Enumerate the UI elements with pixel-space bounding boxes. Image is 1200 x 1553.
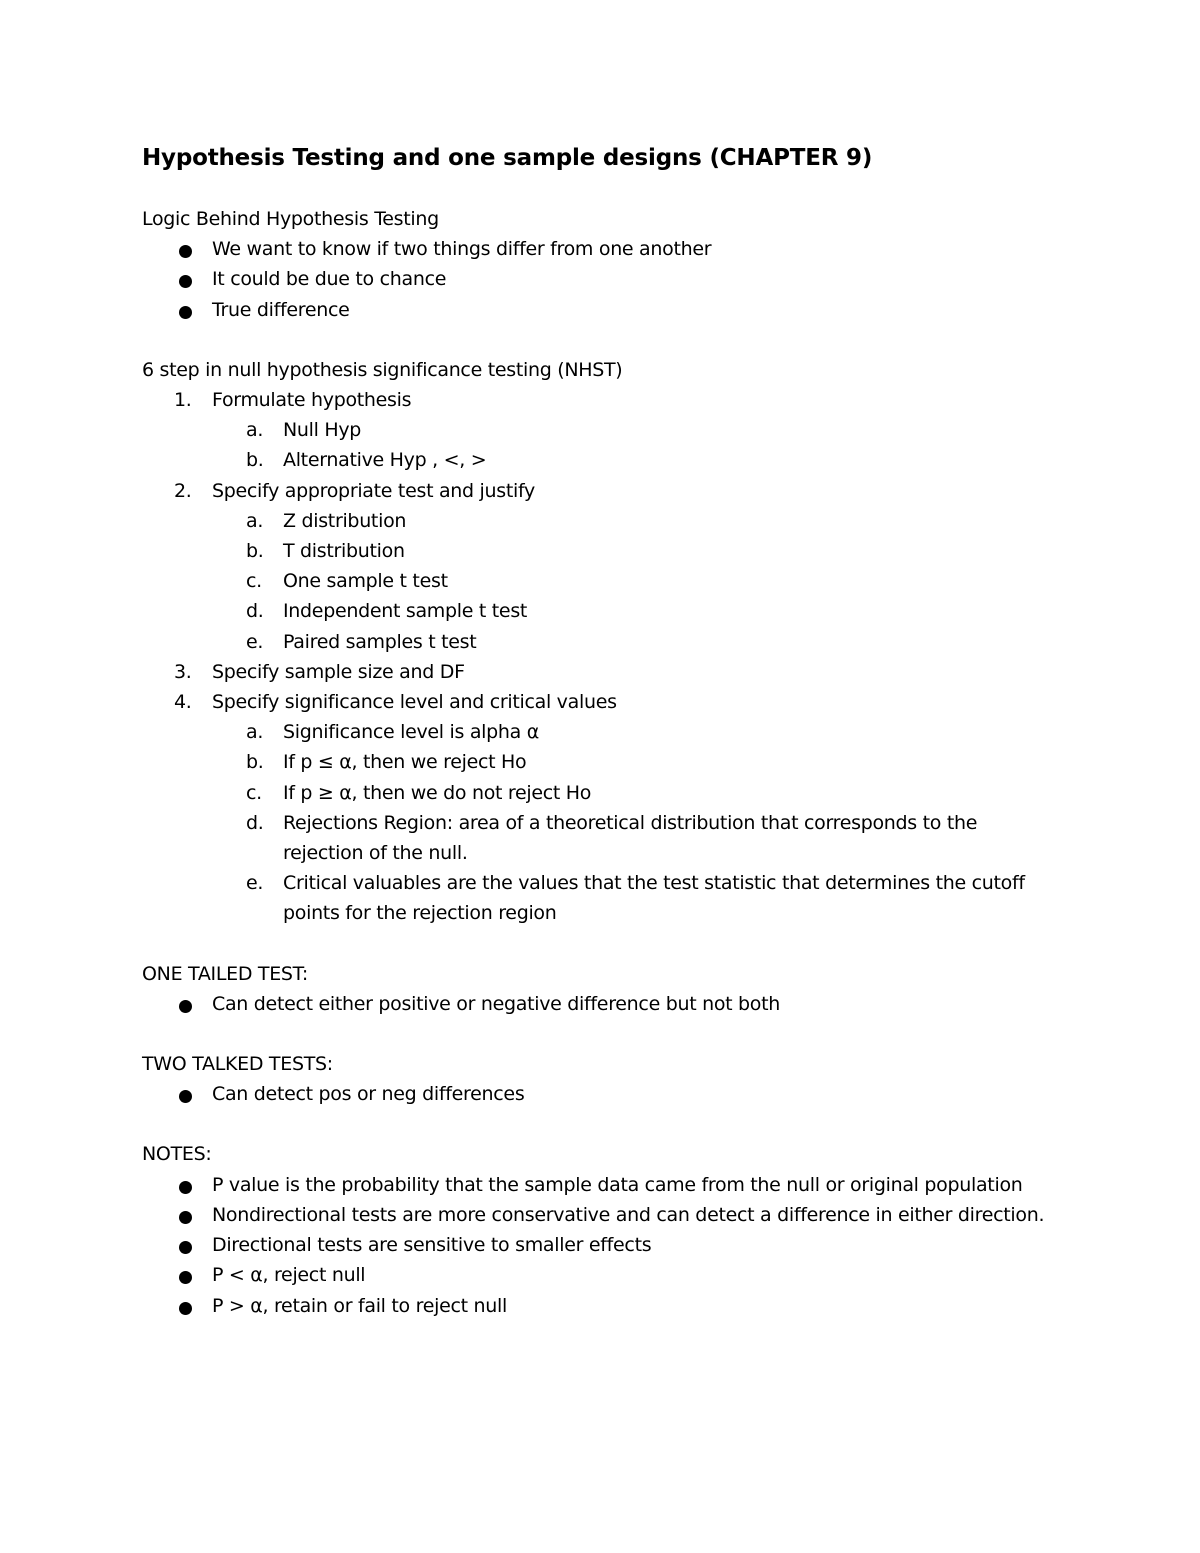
sub-step-text: Paired samples t test	[283, 630, 477, 653]
sub-step-item	[142, 717, 1062, 747]
steps-heading: 6 step in null hypothesis significance testing (NHST)	[142, 358, 623, 381]
list-item-text: Can detect either positive or negative difference but not both	[212, 992, 781, 1015]
step-text: Specify sample size and DF	[212, 660, 465, 683]
list-item	[142, 1170, 1062, 1200]
sub-step-item	[142, 627, 1062, 657]
bullet-icon	[179, 1000, 192, 1013]
step-item	[142, 657, 1062, 687]
sub-step-item	[142, 808, 1062, 868]
list-item	[142, 264, 1062, 294]
step-text: Specify significance level and critical values	[212, 691, 617, 714]
notes-heading: NOTES:	[142, 1143, 212, 1166]
list-item	[142, 1079, 1062, 1109]
bullet-icon	[179, 245, 192, 258]
sub-step-letter: a.	[246, 721, 264, 744]
step-item	[142, 476, 1062, 506]
logic-bullet-list	[142, 234, 1062, 325]
sub-step-text: Critical valuables are the values that the test statistic that determines the cutoff points for the rejection region	[283, 872, 1025, 925]
sub-step-text: Alternative Hyp , <, >	[283, 449, 487, 472]
sub-step-text: Rejections Region: area of a theoretical distribution that corresponds to the rejection of the null.	[283, 811, 978, 865]
step-number: 2.	[174, 479, 192, 502]
sub-step-item	[142, 415, 1062, 445]
sub-step-item	[142, 566, 1062, 596]
list-item-text: Nondirectional tests are more conservative and can detect a difference in either direction.	[212, 1203, 1045, 1226]
sub-step-item	[142, 747, 1062, 777]
sub-step-letter: b.	[246, 449, 264, 472]
sub-step-letter: c.	[246, 781, 262, 804]
bullet-icon	[179, 1181, 192, 1194]
two-tailed-section	[142, 1049, 1062, 1109]
list-item	[142, 1291, 1062, 1321]
steps-numbered-list	[142, 385, 1062, 929]
list-item-text: True difference	[212, 298, 350, 321]
sub-step-text: One sample t test	[283, 570, 448, 593]
bullet-icon	[179, 1241, 192, 1254]
bullet-icon	[179, 275, 192, 288]
sub-step-text: Null Hyp	[283, 419, 362, 442]
sub-step-text: Independent sample t test	[283, 600, 528, 623]
one-tailed-bullet-list	[142, 989, 1062, 1019]
list-item-text: P value is the probability that the sample data came from the null or original population	[212, 1173, 1023, 1196]
step-item	[142, 687, 1062, 717]
two-tailed-heading: TWO TALKED TESTS:	[142, 1053, 333, 1076]
list-item-text: Directional tests are sensitive to smaller effects	[212, 1234, 652, 1257]
list-item	[142, 1260, 1062, 1290]
list-item-text: P < α, reject null	[212, 1264, 366, 1287]
notes-section	[142, 1139, 1062, 1320]
sub-step-letter: a.	[246, 509, 264, 532]
list-item-text: P > α, retain or fail to reject null	[212, 1294, 507, 1317]
sub-step-text: T distribution	[283, 540, 405, 563]
logic-heading: Logic Behind Hypothesis Testing	[142, 208, 439, 230]
sub-step-text: If p ≤ α, then we reject Ho	[283, 751, 527, 774]
list-item-text: It could be due to chance	[212, 268, 447, 291]
list-item	[142, 1200, 1062, 1230]
list-item	[142, 234, 1062, 264]
two-tailed-bullet-list	[142, 1079, 1062, 1109]
sub-step-item	[142, 536, 1062, 566]
sub-step-item	[142, 445, 1062, 475]
sub-step-letter: e.	[246, 872, 264, 895]
notes-bullet-list	[142, 1170, 1062, 1321]
sub-step-text: If p ≥ α, then we do not reject Ho	[283, 781, 592, 804]
list-item	[142, 295, 1062, 325]
sub-step-letter: d.	[246, 600, 264, 623]
sub-step-letter: b.	[246, 540, 264, 563]
logic-section	[142, 204, 1062, 325]
bullet-icon	[179, 1271, 192, 1284]
sub-step-letter: d.	[246, 811, 264, 834]
document-page	[142, 142, 1062, 1321]
sub-step-letter: b.	[246, 751, 264, 774]
step-number: 3.	[174, 660, 192, 683]
sub-step-letter: e.	[246, 630, 264, 653]
bullet-icon	[179, 1211, 192, 1224]
sub-step-item	[142, 596, 1062, 626]
step-item	[142, 385, 1062, 415]
list-item	[142, 1230, 1062, 1260]
sub-step-text: Significance level is alpha α	[283, 721, 539, 744]
step-text: Specify appropriate test and justify	[212, 479, 535, 502]
step-number: 1.	[174, 389, 192, 412]
bullet-icon	[179, 1090, 192, 1103]
bullet-icon	[179, 1302, 192, 1315]
sub-step-item	[142, 506, 1062, 536]
list-item-text: Can detect pos or neg differences	[212, 1083, 525, 1106]
page-title: Hypothesis Testing and one sample designs (CHAPTER 9)	[142, 145, 873, 171]
sub-step-letter: a.	[246, 419, 264, 442]
bullet-icon	[179, 306, 192, 319]
sub-step-item	[142, 778, 1062, 808]
step-number: 4.	[174, 691, 192, 714]
steps-section	[142, 355, 1062, 929]
sub-step-item	[142, 868, 1062, 928]
one-tailed-section	[142, 959, 1062, 1019]
step-text: Formulate hypothesis	[212, 389, 412, 412]
sub-step-text: Z distribution	[283, 509, 407, 532]
list-item	[142, 989, 1062, 1019]
list-item-text: We want to know if two things differ from one another	[212, 238, 712, 261]
sub-step-letter: c.	[246, 570, 262, 593]
one-tailed-heading: ONE TAILED TEST:	[142, 962, 308, 985]
